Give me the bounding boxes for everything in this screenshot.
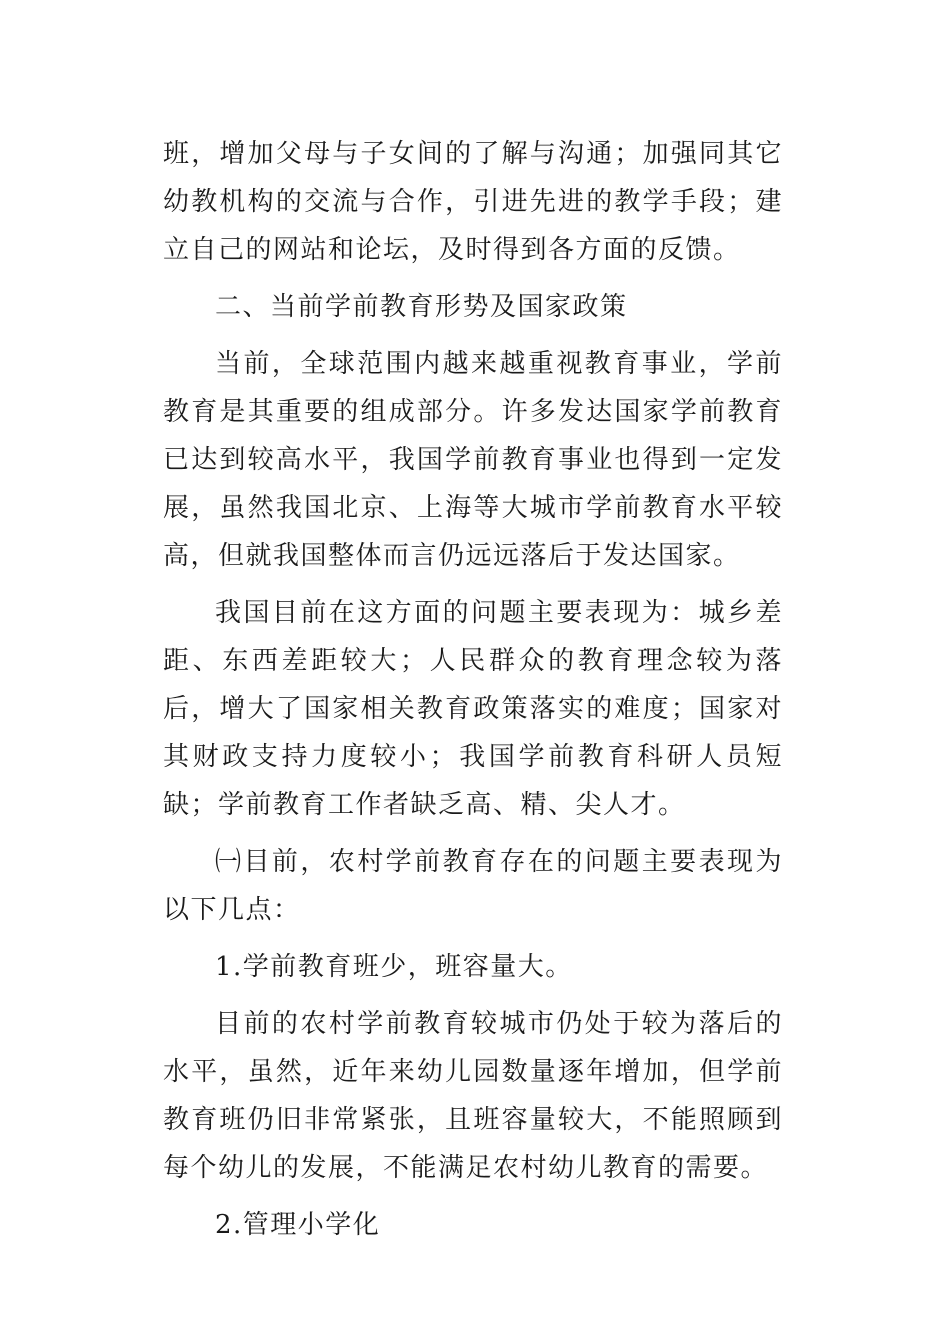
paragraph: 我国目前在这方面的问题主要表现为：城乡差距、东西差距较大；人民群众的教育理念较为落后，增大了国家相关教育政策落实的难度；国家对其财政支持力度较小；我国学前教育科研人员短缺；学前教育工作者缺乏高、精、尖人才。 [163, 598, 783, 820]
paragraph: 当前，全球范围内越来越重视教育事业，学前教育是其重要的组成部分。许多发达国家学前教育已达到较高水平，我国学前教育事业也得到一定发展，虽然我国北京、上海等大城市学前教育水平较高，但就我国整体而言仍远远落后于发达国家。 [163, 349, 783, 571]
paragraph: 目前的农村学前教育较城市仍处于较为落后的水平，虽然，近年来幼儿园数量逐年增加，但学前教育班仍旧非常紧张，且班容量较大，不能照顾到每个幼儿的发展，不能满足农村幼儿教育的需要。 [163, 1009, 783, 1183]
list-item-heading: 1.学前教育班少，班容量大。 [215, 952, 573, 982]
paragraph-subheading: ㈠目前，农村学前教育存在的问题主要表现为以下几点： [163, 847, 783, 925]
list-item-heading: 2.管理小学化 [215, 1210, 381, 1240]
section-heading: 二、当前学前教育形势及国家政策 [215, 292, 628, 322]
paragraph-continuation: 班，增加父母与子女间的了解与沟通；加强同其它幼教机构的交流与合作，引进先进的教学手段；建立自己的网站和论坛，及时得到各方面的反馈。 [163, 139, 783, 265]
document-body [163, 130, 783, 1258]
